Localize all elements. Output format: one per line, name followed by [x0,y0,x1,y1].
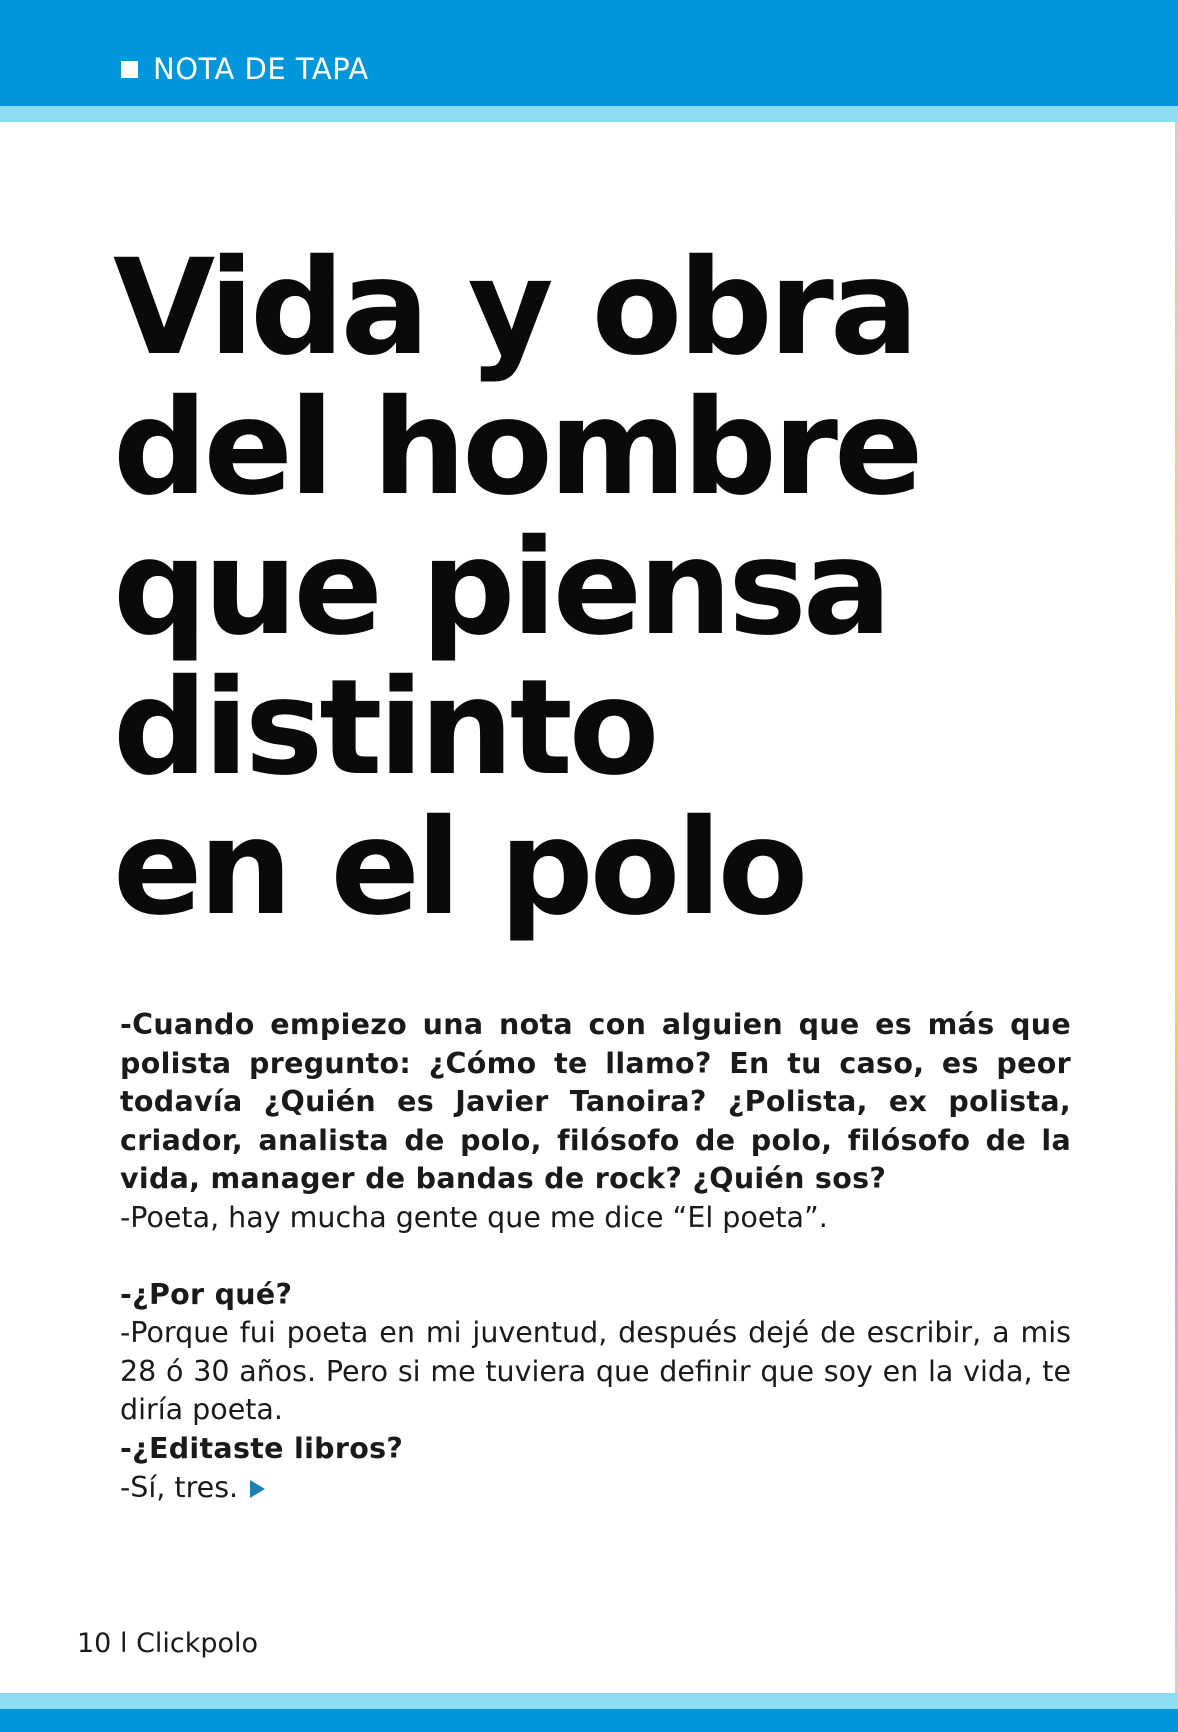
interview-answer: -Porque fui poeta en mi juventud, después dejé de escribir, a mis 28 ó 30 años. Pero si me tuviera que definir que soy en la vida, te diría poeta. [120,1316,1071,1427]
interview-question: -Cuando empiezo una nota con alguien que es más que polista pregunto: ¿Cómo te llamo? En tu caso, es peor todavía ¿Quién es Javier Tanoira? ¿Polista, ex polista, criador, analista de polo, filósofo de polo, filósofo de la vida, manager de bandas de rock? ¿Quién sos? [120,1008,1071,1196]
section-label [121,49,369,89]
interview-body [120,1006,1071,1507]
article-title [113,231,1113,945]
footer-bar [0,1709,1178,1732]
title-line: Vida y obra [113,231,915,385]
folio-separator: l [119,1628,128,1659]
header-stripe [0,106,1178,122]
interview-answer-last [120,1469,1071,1508]
title-line: distinto [113,651,656,805]
page-folio [77,1628,258,1659]
publication-name: Clickpolo [136,1628,259,1659]
title-line: del hombre [113,371,920,525]
paragraph-gap [120,1238,1071,1276]
interview-answer-text: -Sí, tres. [120,1470,239,1504]
footer-stripe [0,1693,1178,1709]
title-line: en el polo [113,791,805,945]
page-number: 10 [77,1628,112,1659]
square-bullet-icon [121,61,138,78]
play-triangle-icon [250,1480,265,1498]
interview-question: -¿Por qué? [120,1277,293,1311]
interview-answer: -Poeta, hay mucha gente que me dice “El poeta”. [120,1200,828,1234]
section-label-text: NOTA DE TAPA [153,52,369,86]
interview-question: -¿Editaste libros? [120,1431,404,1465]
title-line: que piensa [113,511,888,665]
